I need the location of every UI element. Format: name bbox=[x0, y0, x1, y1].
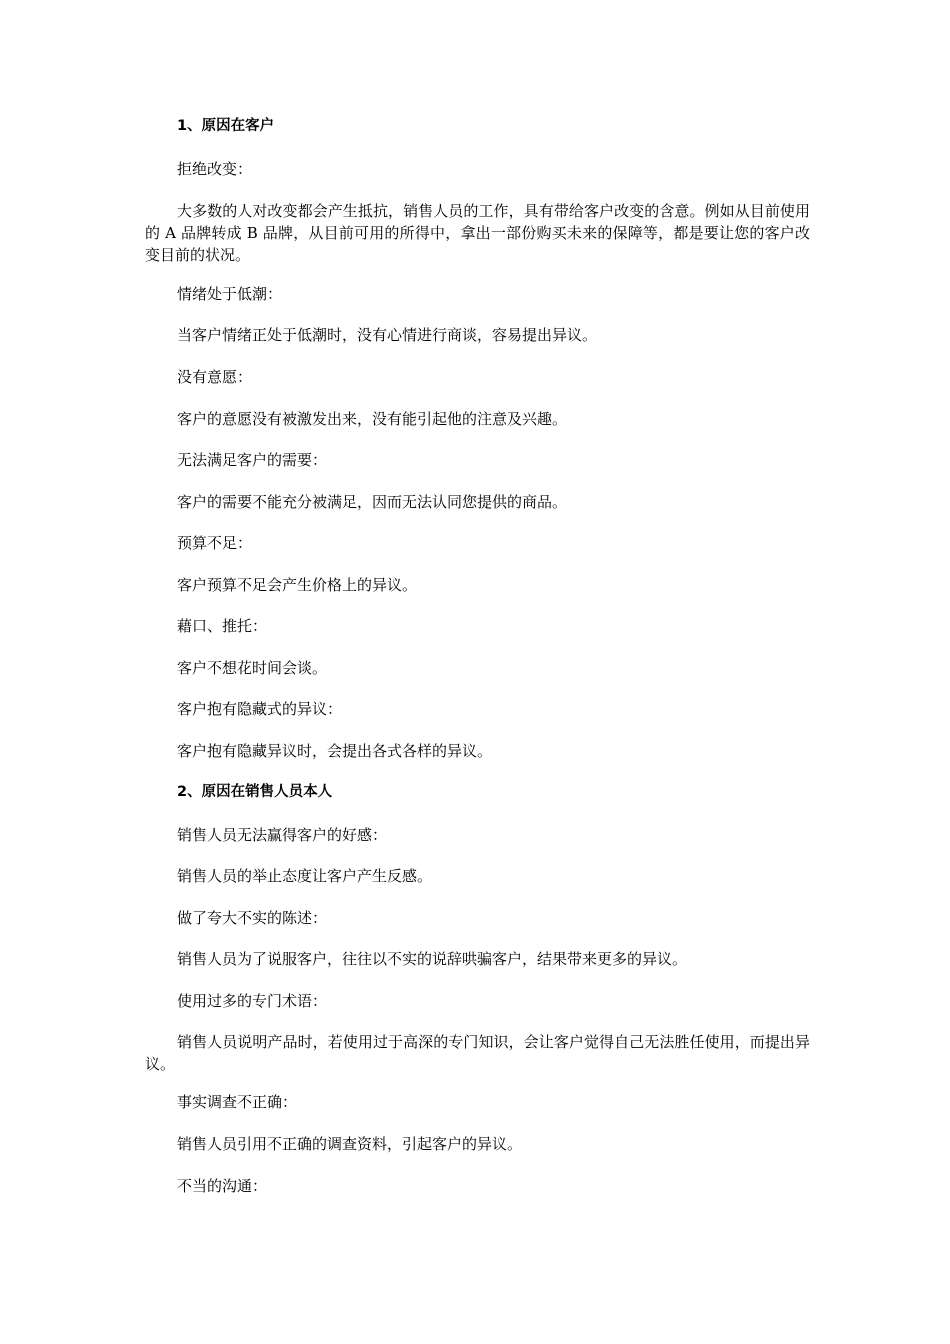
item-label: 客户抱有隐藏式的异议： bbox=[177, 700, 343, 718]
item-label: 藉口、推托： bbox=[177, 617, 268, 635]
item-text: 销售人员为了说服客户，往往以不实的说辞哄骗客户，结果带来更多的异议。 bbox=[177, 950, 688, 968]
item-text: 客户的需要不能充分被满足，因而无法认同您提供的商品。 bbox=[177, 493, 568, 511]
item-text: 客户预算不足会产生价格上的异议。 bbox=[177, 576, 418, 594]
item-text: 客户抱有隐藏异议时，会提出各式各样的异议。 bbox=[177, 742, 493, 760]
item-label: 事实调查不正确： bbox=[177, 1093, 298, 1111]
item-label: 做了夸大不实的陈述： bbox=[177, 909, 328, 927]
item-label: 拒绝改变： bbox=[177, 160, 253, 178]
item-text: 销售人员的举止态度让客户产生反感。 bbox=[177, 867, 433, 885]
item-text-paragraph: 大多数的人对改变都会产生抵抗，销售人员的工作，具有带给客户改变的含意。例如从目前使用的 A 品牌转成 B 品牌，从目前可用的所得中，拿出一部份购买未来的保障等，都是要让您的客户改变目前的状况。 bbox=[145, 202, 810, 264]
item-label: 预算不足： bbox=[177, 534, 253, 552]
item-text: 当客户情绪正处于低潮时，没有心情进行商谈，容易提出异议。 bbox=[177, 326, 598, 344]
section-heading-2: 2、原因在销售人员本人 bbox=[177, 784, 333, 800]
section-heading-1: 1、原因在客户 bbox=[177, 118, 275, 134]
item-text: 客户不想花时间会谈。 bbox=[177, 659, 328, 677]
item-label: 销售人员无法赢得客户的好感： bbox=[177, 826, 388, 844]
item-text-paragraph: 销售人员说明产品时，若使用过于高深的专门知识，会让客户觉得自己无法胜任使用，而提出异议。 bbox=[145, 1033, 810, 1073]
item-label: 没有意愿： bbox=[177, 368, 253, 386]
item-text: 销售人员引用不正确的调查资料，引起客户的异议。 bbox=[177, 1135, 523, 1153]
item-text: 客户的意愿没有被激发出来，没有能引起他的注意及兴趣。 bbox=[177, 410, 568, 428]
item-label: 不当的沟通： bbox=[177, 1177, 268, 1195]
item-label: 使用过多的专门术语： bbox=[177, 992, 328, 1010]
item-label: 无法满足客户的需要： bbox=[177, 451, 328, 469]
item-label: 情绪处于低潮： bbox=[177, 285, 283, 303]
